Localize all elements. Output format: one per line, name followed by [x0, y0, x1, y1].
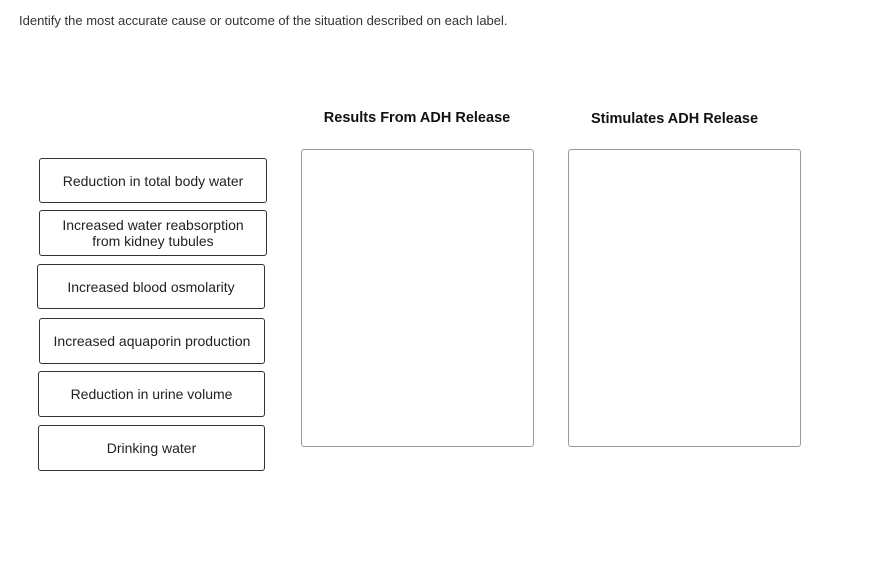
label-card-reduction-body-water[interactable] — [39, 158, 267, 203]
zone-heading-results-from-adh: Results From ADH Release — [323, 110, 511, 126]
label-card-text: Increased blood osmolarity — [67, 278, 235, 295]
label-card-increased-osmolarity[interactable] — [37, 264, 265, 309]
label-card-text: Reduction in total body water — [62, 172, 244, 189]
instructions-text: Identify the most accurate cause or outcome of the situation described on each label. — [19, 13, 508, 28]
label-card-text: Reduction in urine volume — [70, 386, 233, 402]
label-card-aquaporin-production[interactable] — [39, 318, 265, 364]
label-card-text: Drinking water — [106, 440, 197, 456]
drop-zone-results-from-adh[interactable] — [301, 149, 534, 447]
label-card-reduction-urine-volume[interactable] — [38, 371, 265, 417]
label-card-drinking-water[interactable] — [38, 425, 265, 471]
drop-zone-stimulates-adh[interactable] — [568, 149, 801, 447]
label-card-text: Increased water reabsorption from kidney tubules — [62, 217, 244, 249]
label-card-increased-reabsorption[interactable] — [39, 210, 267, 256]
zone-heading-stimulates-adh: Stimulates ADH Release — [590, 111, 759, 127]
label-card-text: Increased aquaporin production — [53, 333, 251, 349]
